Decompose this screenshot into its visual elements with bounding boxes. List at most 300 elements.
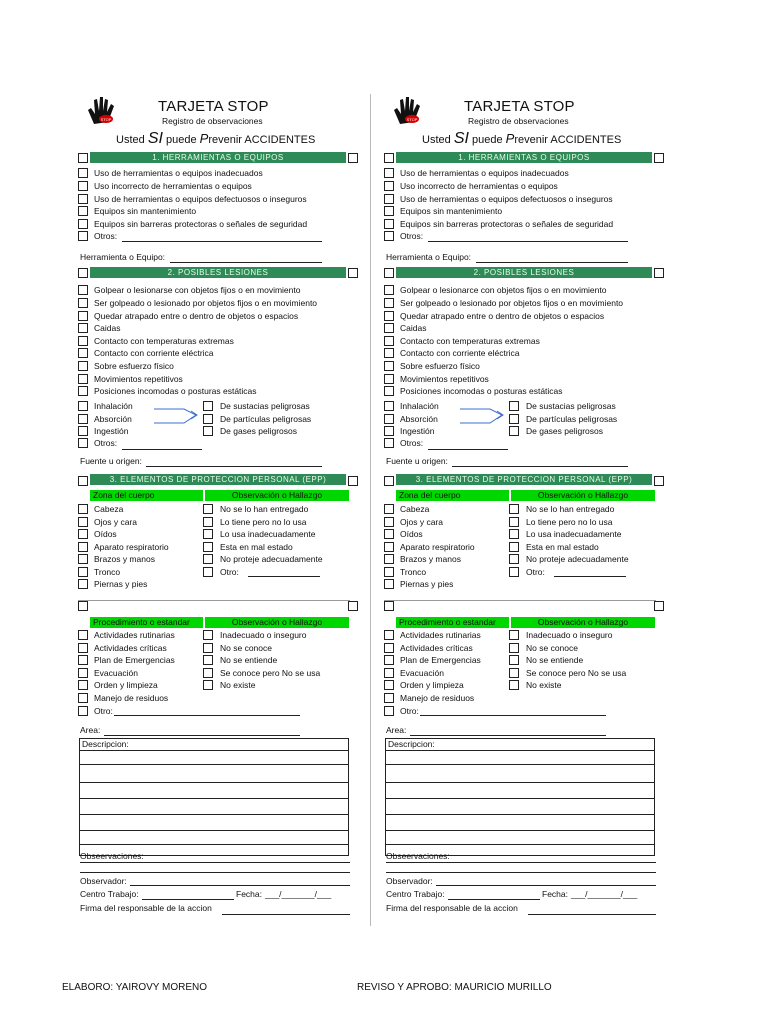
- s4-proc-label: Plan de Emergencias: [94, 655, 175, 665]
- s3-col1-header: Zona del cuerpo: [396, 490, 509, 501]
- s3-col1-header: Zona del cuerpo: [90, 490, 203, 501]
- checkbox[interactable]: [384, 693, 394, 703]
- checkbox[interactable]: [78, 298, 88, 308]
- s2-substance-label: De gases peligrosos: [220, 426, 298, 436]
- s3-finding-label: Otro:: [526, 567, 545, 577]
- checkbox[interactable]: [509, 643, 519, 653]
- checkbox[interactable]: [78, 693, 88, 703]
- checkbox[interactable]: [203, 643, 213, 653]
- description-line: [385, 782, 655, 783]
- checkbox[interactable]: [78, 706, 88, 716]
- s2-item-label: Movimientos repetitivos: [94, 374, 183, 384]
- description-line: [385, 830, 655, 831]
- s4-proc-label: Otro:: [94, 706, 113, 716]
- checkbox[interactable]: [509, 542, 519, 552]
- checkbox[interactable]: [509, 529, 519, 539]
- s2-exposure-label: Otros:: [94, 438, 118, 448]
- section3-checkbox[interactable]: [78, 476, 88, 486]
- card-title: TARJETA STOP: [158, 98, 269, 115]
- section3-checkbox[interactable]: [654, 476, 664, 486]
- observaciones-line[interactable]: [80, 872, 350, 873]
- tagline-word: Usted: [422, 134, 451, 146]
- s4-proc-label: Orden y limpieza: [94, 680, 158, 690]
- section4-line: [78, 600, 350, 601]
- s4-finding-label: Inadecuado o inseguro: [526, 630, 613, 640]
- s1-item-label: Uso incorrecto de herramientas o equipos: [400, 181, 558, 191]
- s4-finding-label: Inadecuado o inseguro: [220, 630, 307, 640]
- checkbox[interactable]: [509, 517, 519, 527]
- description-label: Descripcion:: [82, 739, 129, 749]
- checkbox[interactable]: [384, 414, 394, 424]
- checkbox[interactable]: [384, 668, 394, 678]
- footer-reviso: REVISO Y APROBO: MAURICIO MURILLO: [357, 982, 552, 993]
- checkbox[interactable]: [78, 426, 88, 436]
- footer-elaboro: ELABORO: YAIROVY MORENO: [62, 982, 208, 993]
- stop-card-right: [376, 92, 661, 927]
- checkbox[interactable]: [78, 285, 88, 295]
- s1-item-label: Uso de herramientas o equipos defectuosos o inseguros: [94, 194, 307, 204]
- section2-header: 2. POSIBLES LESIONES: [396, 267, 652, 278]
- section4-checkbox[interactable]: [384, 601, 394, 611]
- firma-line[interactable]: [528, 914, 656, 915]
- checkbox[interactable]: [509, 426, 519, 436]
- section3-checkbox[interactable]: [348, 476, 358, 486]
- checkbox[interactable]: [78, 348, 88, 358]
- section1-checkbox[interactable]: [384, 153, 394, 163]
- s4-proc-label: Manejo de residuos: [400, 693, 475, 703]
- checkbox[interactable]: [203, 542, 213, 552]
- checkbox[interactable]: [78, 643, 88, 653]
- checkbox[interactable]: [384, 567, 394, 577]
- observador-line[interactable]: [436, 885, 656, 886]
- s3-finding-label: Esta en mal estado: [526, 542, 599, 552]
- section4-line: [384, 600, 656, 601]
- s1-otros-line[interactable]: [428, 241, 628, 242]
- s3-zone-label: Aparato respiratorio: [94, 542, 169, 552]
- checkbox[interactable]: [384, 361, 394, 371]
- stop-hand-logo-icon: [388, 94, 428, 128]
- s2-otros-line[interactable]: [122, 449, 202, 450]
- s1-item-label: Otros:: [94, 231, 118, 241]
- observador-label: Observador:: [386, 876, 433, 886]
- checkbox[interactable]: [384, 298, 394, 308]
- checkbox[interactable]: [384, 323, 394, 333]
- s1-item-label: Uso de herramientas o equipos defectuosos o inseguros: [400, 194, 613, 204]
- s2-item-label: Ser golpeado o lesionado por objetos fijos o en movimiento: [400, 298, 624, 308]
- s3-finding-label: Lo usa inadecuadamente: [526, 529, 622, 539]
- description-line: [79, 798, 349, 799]
- checkbox[interactable]: [384, 374, 394, 384]
- checkbox[interactable]: [78, 438, 88, 448]
- s3-finding-label: No se lo han entregado: [526, 504, 615, 514]
- checkbox[interactable]: [384, 554, 394, 564]
- stop-card-left: [70, 92, 355, 927]
- checkbox[interactable]: [509, 655, 519, 665]
- s4-finding-label: No se conoce: [220, 643, 272, 653]
- s2-item-label: Caidas: [400, 323, 427, 333]
- firma-line[interactable]: [222, 914, 350, 915]
- s3-finding-label: Lo usa inadecuadamente: [220, 529, 316, 539]
- s2-item-label: Contacto con corriente eléctrica: [94, 348, 214, 358]
- tagline-word: Usted: [116, 134, 145, 146]
- tagline-word: revenir ACCIDENTES: [514, 134, 622, 146]
- checkbox[interactable]: [509, 630, 519, 640]
- section2-checkbox[interactable]: [654, 268, 664, 278]
- description-line: [79, 782, 349, 783]
- centro-line[interactable]: [142, 899, 234, 900]
- checkbox[interactable]: [384, 285, 394, 295]
- checkbox[interactable]: [203, 680, 213, 690]
- checkbox[interactable]: [78, 323, 88, 333]
- s2-exposure-label: Absorción: [94, 414, 132, 424]
- checkbox[interactable]: [78, 336, 88, 346]
- s3-finding-label: No se lo han entregado: [220, 504, 309, 514]
- s3-zone-label: Tronco: [400, 567, 427, 577]
- checkbox[interactable]: [384, 194, 394, 204]
- checkbox[interactable]: [384, 348, 394, 358]
- section4-checkbox[interactable]: [78, 601, 88, 611]
- card-tagline: [116, 130, 315, 148]
- s4-proc-label: Actividades críticas: [94, 643, 167, 653]
- checkbox[interactable]: [384, 386, 394, 396]
- checkbox[interactable]: [384, 401, 394, 411]
- s4-proc-label: Evacuación: [94, 668, 138, 678]
- checkbox[interactable]: [509, 554, 519, 564]
- s1-item-label: Uso incorrecto de herramientas o equipos: [94, 181, 252, 191]
- checkbox[interactable]: [203, 668, 213, 678]
- observaciones-label: Obseervaciones:: [386, 851, 450, 861]
- checkbox[interactable]: [78, 504, 88, 514]
- s2-exposure-label: Ingestión: [94, 426, 129, 436]
- tagline-word: puede: [166, 134, 197, 146]
- checkbox[interactable]: [384, 655, 394, 665]
- s1-item-label: Uso de herramientas o equipos inadecuados: [94, 168, 263, 178]
- tagline-word: puede: [472, 134, 503, 146]
- exposure-arrow-icon: [154, 405, 202, 429]
- checkbox[interactable]: [203, 567, 213, 577]
- checkbox[interactable]: [509, 414, 519, 424]
- s3-zone-label: Tronco: [94, 567, 121, 577]
- exposure-arrow-icon: [460, 405, 508, 429]
- checkbox[interactable]: [78, 579, 88, 589]
- s2-item-label: Sobre esfuerzo físico: [94, 361, 174, 371]
- tagline-p: P: [199, 131, 209, 146]
- section1-header: 1. HERRAMIENTAS O EQUIPOS: [396, 152, 652, 163]
- checkbox[interactable]: [78, 655, 88, 665]
- firma-label: Firma del responsable de la accion: [80, 903, 212, 913]
- observaciones-label: Obseervaciones:: [80, 851, 144, 861]
- description-line: [79, 844, 349, 845]
- checkbox[interactable]: [78, 206, 88, 216]
- checkbox[interactable]: [203, 554, 213, 564]
- s3-col2-header: Observación o Hallazgo: [511, 490, 655, 501]
- section2-checkbox[interactable]: [348, 268, 358, 278]
- s3-finding-label: Lo tiene pero no lo usa: [526, 517, 613, 527]
- s3-zone-label: Oídos: [400, 529, 423, 539]
- checkbox[interactable]: [78, 231, 88, 241]
- checkbox[interactable]: [384, 504, 394, 514]
- tagline-si: SI: [453, 130, 469, 147]
- s1-item-label: Uso de herramientas o equipos inadecuados: [400, 168, 569, 178]
- card-subtitle: Registro de observaciones: [468, 116, 569, 126]
- s3-zone-label: Cabeza: [94, 504, 124, 514]
- checkbox[interactable]: [384, 206, 394, 216]
- fecha-label: Fecha:: [236, 889, 262, 899]
- s3-zone-label: Ojos y cara: [400, 517, 443, 527]
- s2-item-label: Contacto con temperaturas extremas: [94, 336, 234, 346]
- checkbox[interactable]: [78, 311, 88, 321]
- checkbox[interactable]: [78, 668, 88, 678]
- section4-checkbox[interactable]: [654, 601, 664, 611]
- s1-field-line[interactable]: [170, 262, 322, 263]
- checkbox[interactable]: [384, 630, 394, 640]
- s3-finding-label: Esta en mal estado: [220, 542, 293, 552]
- s2-substance-label: De sustacias peligrosas: [220, 401, 310, 411]
- observaciones-line[interactable]: [386, 862, 656, 863]
- s1-otros-line[interactable]: [122, 241, 322, 242]
- s2-exposure-label: Inhalación: [94, 401, 133, 411]
- section2-checkbox[interactable]: [384, 268, 394, 278]
- s1-item-label: Equipos sin mantenimiento: [400, 206, 503, 216]
- checkbox[interactable]: [203, 401, 213, 411]
- section2-checkbox[interactable]: [78, 268, 88, 278]
- section1-checkbox[interactable]: [348, 153, 358, 163]
- card-title: TARJETA STOP: [464, 98, 575, 115]
- s2-substance-label: De partículas peligrosas: [526, 414, 618, 424]
- checkbox[interactable]: [203, 655, 213, 665]
- area-label: Area:: [80, 725, 101, 735]
- s3-zone-label: Piernas y pies: [400, 579, 454, 589]
- s1-item-label: Otros:: [400, 231, 424, 241]
- description-label: Descripcion:: [388, 739, 435, 749]
- checkbox[interactable]: [384, 542, 394, 552]
- s1-field-line[interactable]: [476, 262, 628, 263]
- centro-line[interactable]: [448, 899, 540, 900]
- section2-header: 2. POSIBLES LESIONES: [90, 267, 346, 278]
- checkbox[interactable]: [384, 517, 394, 527]
- s2-substance-label: De sustacias peligrosas: [526, 401, 616, 411]
- s4-proc-label: Otro:: [400, 706, 419, 716]
- checkbox[interactable]: [384, 438, 394, 448]
- s2-item-label: Contacto con temperaturas extremas: [400, 336, 540, 346]
- s2-exposure-label: Absorción: [400, 414, 438, 424]
- s2-item-label: Quedar atrapado entre o dentro de objetos o espacios: [94, 311, 299, 321]
- tagline-word: revenir ACCIDENTES: [208, 134, 316, 146]
- s4-otro-line[interactable]: [114, 715, 300, 716]
- section4-checkbox[interactable]: [348, 601, 358, 611]
- s4-proc-label: Evacuación: [400, 668, 444, 678]
- s4-proc-label: Orden y limpieza: [400, 680, 464, 690]
- checkbox[interactable]: [203, 630, 213, 640]
- checkbox[interactable]: [509, 567, 519, 577]
- section3-header: 3. ELEMENTOS DE PROTECCION PERSONAL (EPP): [90, 474, 346, 485]
- s4-otro-line[interactable]: [420, 715, 606, 716]
- s3-zone-label: Brazos y manos: [94, 554, 155, 564]
- checkbox[interactable]: [78, 554, 88, 564]
- checkbox[interactable]: [78, 181, 88, 191]
- observaciones-line[interactable]: [80, 862, 350, 863]
- s2-item-label: Contacto con corriente eléctrica: [400, 348, 520, 358]
- card-tagline: [422, 130, 621, 148]
- observaciones-line[interactable]: [386, 872, 656, 873]
- fecha-value: ___/_______/___: [571, 889, 638, 899]
- checkbox[interactable]: [78, 361, 88, 371]
- logo-text: STOP: [100, 117, 112, 122]
- checkbox[interactable]: [509, 680, 519, 690]
- s2-item-label: Movimientos repetitivos: [400, 374, 489, 384]
- checkbox[interactable]: [78, 630, 88, 640]
- s2-item-label: Golpear o lesionarce con objetos fijos o en movimiento: [400, 285, 607, 295]
- s2-field-label: Fuente u origen:: [386, 456, 448, 466]
- description-line: [385, 798, 655, 799]
- s4-finding-label: No existe: [220, 680, 256, 690]
- description-line: [385, 764, 655, 765]
- fecha-label: Fecha:: [542, 889, 568, 899]
- checkbox[interactable]: [78, 194, 88, 204]
- s1-item-label: Equipos sin barreras protectoras o señales de seguridad: [400, 219, 614, 229]
- s4-finding-label: No se entiende: [526, 655, 584, 665]
- s2-item-label: Ser golpeado o lesionado por objetos fijos o en movimiento: [94, 298, 318, 308]
- tagline-p: P: [505, 131, 515, 146]
- s2-exposure-label: Otros:: [400, 438, 424, 448]
- s3-zone-label: Cabeza: [400, 504, 430, 514]
- description-line: [79, 830, 349, 831]
- centro-label: Centro Trabajo:: [386, 889, 445, 899]
- s3-col2-header: Observación o Hallazgo: [205, 490, 349, 501]
- checkbox[interactable]: [384, 643, 394, 653]
- s1-item-label: Equipos sin barreras protectoras o señales de seguridad: [94, 219, 308, 229]
- description-line: [79, 750, 349, 751]
- s4-finding-label: Se conoce pero No se usa: [526, 668, 627, 678]
- checkbox[interactable]: [78, 680, 88, 690]
- s3-otro-line[interactable]: [554, 576, 626, 577]
- s2-item-label: Posiciones incomodas o posturas estáticas: [94, 386, 257, 396]
- description-line: [385, 844, 655, 845]
- s3-zone-label: Piernas y pies: [94, 579, 148, 589]
- s2-exposure-label: Inhalación: [400, 401, 439, 411]
- section1-checkbox[interactable]: [654, 153, 664, 163]
- checkbox[interactable]: [203, 517, 213, 527]
- s2-item-label: Caidas: [94, 323, 121, 333]
- s4-proc-label: Plan de Emergencias: [400, 655, 481, 665]
- s1-field-label: Herramienta o Equipo:: [386, 252, 472, 262]
- observador-line[interactable]: [130, 885, 350, 886]
- section3-checkbox[interactable]: [384, 476, 394, 486]
- section1-checkbox[interactable]: [78, 153, 88, 163]
- s4-finding-label: Se conoce pero No se usa: [220, 668, 321, 678]
- checkbox[interactable]: [78, 542, 88, 552]
- checkbox[interactable]: [78, 401, 88, 411]
- s4-proc-label: Actividades rutinarias: [94, 630, 175, 640]
- area-line[interactable]: [410, 735, 606, 736]
- s3-finding-label: No proteje adecuadamente: [220, 554, 323, 564]
- s2-exposure-label: Ingestión: [400, 426, 435, 436]
- s2-field-label: Fuente u origen:: [80, 456, 142, 466]
- s4-proc-label: Actividades rutinarias: [400, 630, 481, 640]
- s3-finding-label: Lo tiene pero no lo usa: [220, 517, 307, 527]
- checkbox[interactable]: [78, 414, 88, 424]
- s1-field-label: Herramienta o Equipo:: [80, 252, 166, 262]
- checkbox[interactable]: [78, 374, 88, 384]
- s4-finding-label: No existe: [526, 680, 562, 690]
- card-subtitle: Registro de observaciones: [162, 116, 263, 126]
- area-label: Area:: [386, 725, 407, 735]
- s4-finding-label: No se conoce: [526, 643, 578, 653]
- description-box[interactable]: [385, 738, 655, 856]
- s3-finding-label: Otro:: [220, 567, 239, 577]
- s4-proc-label: Manejo de residuos: [94, 693, 169, 703]
- checkbox[interactable]: [203, 529, 213, 539]
- description-line: [79, 764, 349, 765]
- checkbox[interactable]: [78, 386, 88, 396]
- s4-col2-header: Observación o Hallazgo: [205, 617, 349, 628]
- s4-proc-label: Actividades críticas: [400, 643, 473, 653]
- s4-col1-header: Procedimiento o estandar: [396, 617, 509, 628]
- checkbox[interactable]: [78, 517, 88, 527]
- tagline-si: SI: [147, 130, 163, 147]
- checkbox[interactable]: [384, 426, 394, 436]
- logo-text: STOP: [406, 117, 418, 122]
- s4-col1-header: Procedimiento o estandar: [90, 617, 203, 628]
- checkbox[interactable]: [78, 529, 88, 539]
- s2-otros-line[interactable]: [428, 449, 508, 450]
- stop-hand-logo-icon: [82, 94, 122, 128]
- s2-item-label: Golpear o lesionarse con objetos fijos o en movimiento: [94, 285, 301, 295]
- s2-field-line[interactable]: [452, 466, 628, 467]
- checkbox[interactable]: [384, 706, 394, 716]
- s1-item-label: Equipos sin mantenimiento: [94, 206, 197, 216]
- description-box[interactable]: [79, 738, 349, 856]
- checkbox[interactable]: [384, 311, 394, 321]
- checkbox[interactable]: [384, 579, 394, 589]
- checkbox[interactable]: [384, 231, 394, 241]
- s2-substance-label: De partículas peligrosas: [220, 414, 312, 424]
- s3-finding-label: No proteje adecuadamente: [526, 554, 629, 564]
- s2-item-label: Sobre esfuerzo físico: [400, 361, 480, 371]
- checkbox[interactable]: [203, 426, 213, 436]
- checkbox[interactable]: [384, 336, 394, 346]
- description-line: [385, 814, 655, 815]
- section1-header: 1. HERRAMIENTAS O EQUIPOS: [90, 152, 346, 163]
- checkbox[interactable]: [384, 219, 394, 229]
- checkbox[interactable]: [509, 401, 519, 411]
- checkbox[interactable]: [384, 181, 394, 191]
- s2-field-line[interactable]: [146, 466, 322, 467]
- firma-label: Firma del responsable de la accion: [386, 903, 518, 913]
- checkbox[interactable]: [384, 680, 394, 690]
- area-line[interactable]: [104, 735, 300, 736]
- checkbox[interactable]: [203, 414, 213, 424]
- centro-label: Centro Trabajo:: [80, 889, 139, 899]
- s3-zone-label: Ojos y cara: [94, 517, 137, 527]
- s3-otro-line[interactable]: [248, 576, 320, 577]
- checkbox[interactable]: [384, 168, 394, 178]
- s4-col2-header: Observación o Hallazgo: [511, 617, 655, 628]
- observador-label: Observador:: [80, 876, 127, 886]
- checkbox[interactable]: [384, 529, 394, 539]
- checkbox[interactable]: [78, 168, 88, 178]
- checkbox[interactable]: [509, 668, 519, 678]
- s3-zone-label: Brazos y manos: [400, 554, 461, 564]
- checkbox[interactable]: [78, 219, 88, 229]
- card-divider: [370, 94, 371, 926]
- s3-zone-label: Aparato respiratorio: [400, 542, 475, 552]
- s2-substance-label: De gases peligrosos: [526, 426, 604, 436]
- checkbox[interactable]: [203, 504, 213, 514]
- s2-item-label: Posiciones incomodas o posturas estáticas: [400, 386, 563, 396]
- checkbox[interactable]: [509, 504, 519, 514]
- checkbox[interactable]: [78, 567, 88, 577]
